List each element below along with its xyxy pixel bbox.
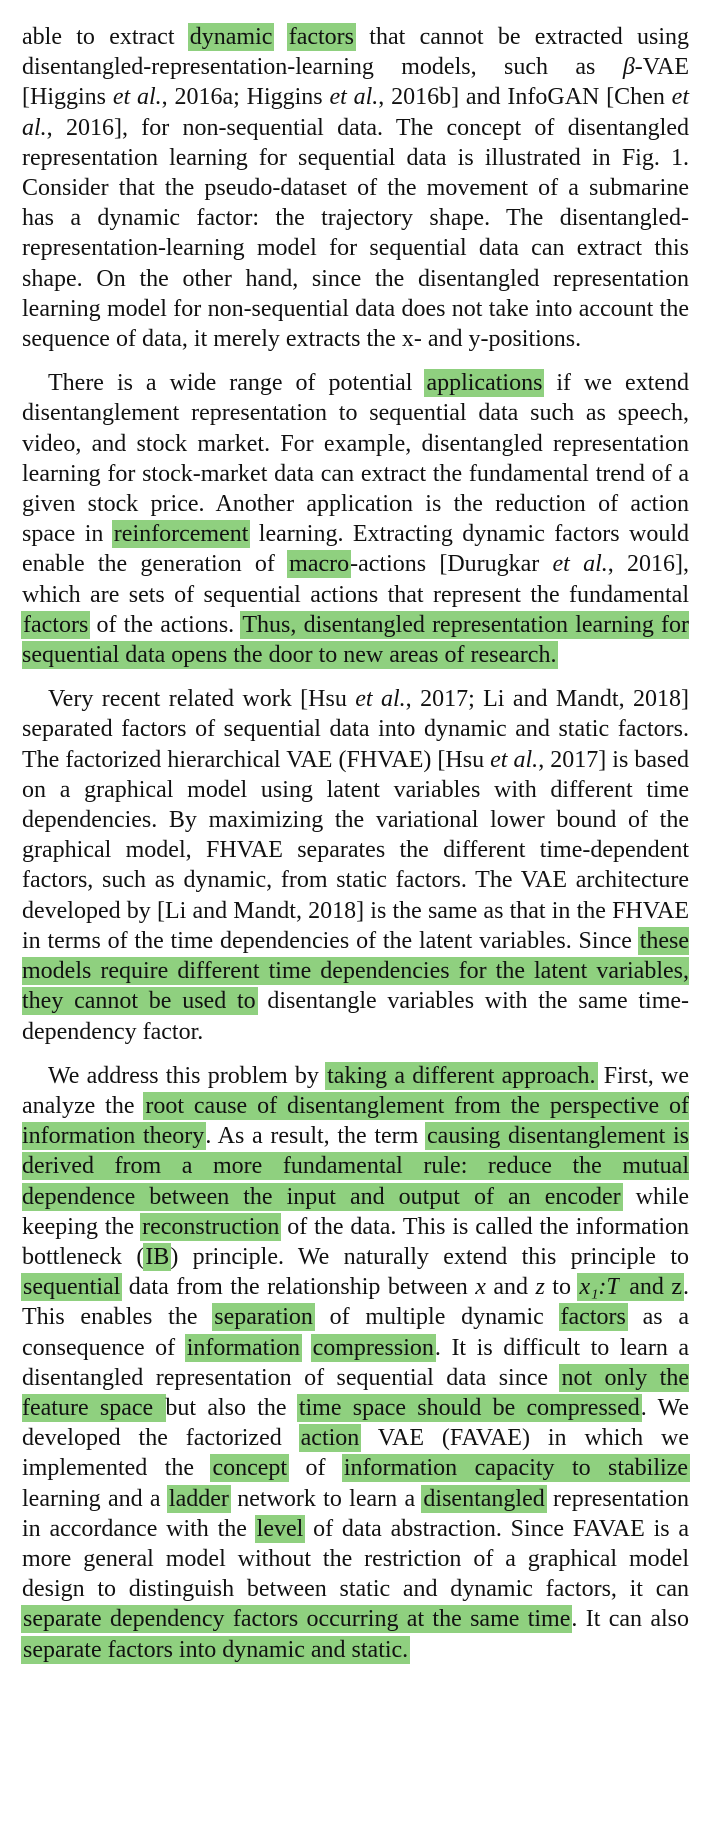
text-run: of bbox=[288, 1455, 343, 1482]
highlighted-text: not only the feature space bbox=[22, 1364, 689, 1421]
text-run: , 2017] is based on a graphical model using latent variables with different time dependencies. By maximizing the variational lower bound of the graphical model, FHVAE separates the different time-dependent factors, such as dynamic, from static factors. The VAE architecture developed by [Li and Mandt, 2018] is the same as that in the FHVAE in terms of the time dependencies of the latent variables. Since bbox=[22, 746, 689, 954]
text-run: that cannot be extracted using disentangled-representation-learning models, such as bbox=[22, 24, 689, 81]
highlighted-text: factors bbox=[288, 24, 355, 50]
italic-text: et al. bbox=[22, 84, 689, 141]
highlighted-text: sequential bbox=[23, 1274, 121, 1301]
text-run: , 2016b] and InfoGAN [Chen bbox=[378, 84, 672, 111]
italic-text: et al. bbox=[112, 84, 162, 111]
text-run: We address this problem by bbox=[48, 1062, 327, 1089]
text-run: of the data. This is called the information bottleneck ( bbox=[22, 1213, 690, 1270]
text-run: and bbox=[485, 1274, 536, 1301]
text-run: VAE (FAVAE) in which we implemented the bbox=[22, 1425, 690, 1482]
italic-text: et al. bbox=[552, 551, 608, 578]
highlighted-text: level bbox=[256, 1515, 304, 1542]
highlighted-text: macro bbox=[289, 551, 350, 578]
paragraph-2 bbox=[22, 368, 689, 670]
highlighted-text: IB bbox=[145, 1243, 170, 1270]
highlighted-text: factors bbox=[23, 611, 89, 638]
text-run bbox=[301, 1335, 312, 1361]
text-run: . We developed the factorized bbox=[22, 1394, 689, 1452]
highlighted-text: time space should be compressed bbox=[298, 1394, 640, 1421]
text-run: able to extract bbox=[22, 24, 189, 50]
text-run: to bbox=[544, 1274, 579, 1301]
text-run: First, we analyze the bbox=[22, 1062, 690, 1119]
highlighted-text: concept bbox=[212, 1455, 288, 1482]
text-run: disentangle variables with the same time-dependency factor. bbox=[22, 988, 690, 1045]
highlighted-text: separate factors into dynamic and static. bbox=[23, 1636, 409, 1663]
text-run: of data abstraction. Since FAVAE is a more general model without the restriction of a graphical model design to distinguish between static and dynamic factors, it can bbox=[22, 1515, 690, 1603]
text-run: while keeping the bbox=[22, 1183, 689, 1240]
highlighted-text: causing disentanglement is derived from a more fundamental rule: reduce the mutual dependence between the input and output of an encoder bbox=[22, 1123, 690, 1210]
text-run: data from the relationship between bbox=[121, 1274, 476, 1301]
text-run: , 2016], for non-sequential data. The concept of disentangled representation learning for sequential data is illustrated in Fig. 1. Consider that the pseudo-dataset of the movement of a submarine has a dynamic factor: the trajectory shape. The disentangled-representation-learning model for sequential data can extract this shape. On the other hand, since the disentangled representation learning model for non-sequential data does not take into account the sequence of data, it merely extracts the x- and y-positions. bbox=[22, 114, 689, 353]
text-run: learning and a bbox=[22, 1485, 168, 1512]
highlighted-text: and z bbox=[621, 1274, 682, 1301]
highlighted-text: applications bbox=[426, 370, 543, 397]
italic-text: β bbox=[622, 54, 635, 81]
highlighted-text: dynamic bbox=[189, 24, 273, 50]
paragraph-3 bbox=[22, 684, 689, 1046]
italic-text: et al. bbox=[355, 686, 406, 713]
italic-text: x bbox=[475, 1274, 486, 1301]
highlighted-text: information bbox=[186, 1334, 301, 1361]
text-run: , 2017; Li and Mandt, 2018] separated factors of sequential data into dynamic and static factors. The factorized hierarchical VAE (FHVAE) [Hsu bbox=[22, 686, 689, 773]
highlighted-text: ladder bbox=[168, 1485, 229, 1512]
highlighted-text: taking a different approach. bbox=[327, 1062, 596, 1089]
paragraph-4 bbox=[22, 1061, 689, 1665]
highlighted-text: separate dependency factors occurring at the same time bbox=[23, 1606, 571, 1633]
highlighted-text: separation bbox=[214, 1304, 313, 1331]
text-run: of the actions. bbox=[89, 611, 242, 638]
highlighted-text: information capacity to stabilize bbox=[343, 1455, 688, 1482]
italic-text: et al. bbox=[490, 746, 539, 773]
text-run: , 2016], which are sets of sequential actions that represent the fundamental bbox=[22, 551, 689, 608]
text-run: ) principle. We naturally extend this principle to bbox=[170, 1243, 689, 1270]
highlighted-text: reinforcement bbox=[113, 521, 249, 548]
text-run: . It is difficult to learn a disentangled representation of sequential data since bbox=[22, 1334, 690, 1391]
text-run: Very recent related work [Hsu bbox=[48, 686, 356, 713]
highlighted-text: root cause of disentanglement from the perspective of information theory bbox=[22, 1092, 689, 1150]
text-run: There is a wide range of potential bbox=[48, 370, 426, 397]
highlighted-text: these models require different time dependencies for the latent variables, they cannot be used to bbox=[22, 927, 689, 1015]
highlighted-text: factors bbox=[560, 1304, 626, 1331]
text-run: representation in accordance with the bbox=[22, 1485, 689, 1542]
highlighted-text: reconstruction bbox=[142, 1213, 280, 1240]
highlighted-text: disentangled bbox=[423, 1485, 545, 1512]
text-run: . This enables the bbox=[22, 1274, 689, 1331]
text-run: if we extend disentanglement representation to sequential data such as speech, video, and stock market. For example, disentangled representation learning for stock-market data can extract the fundamental trend of a given stock price. Another application is the reduction of action space in bbox=[22, 370, 689, 548]
paragraph-1 bbox=[22, 22, 689, 354]
text-run: of multiple dynamic bbox=[313, 1304, 560, 1331]
italic-text: z bbox=[535, 1274, 545, 1301]
text-run: -actions [Durugkar bbox=[350, 551, 553, 578]
text-run: as a consequence of bbox=[22, 1304, 689, 1361]
text-run bbox=[273, 24, 287, 50]
highlighted-text: compression bbox=[312, 1334, 434, 1361]
italic-text: et al. bbox=[329, 84, 379, 111]
text-run: -VAE [Higgins bbox=[22, 54, 689, 111]
highlighted-text: x₁:T bbox=[579, 1274, 620, 1301]
text-run: network to learn a bbox=[229, 1485, 423, 1512]
text-run: but also the bbox=[165, 1394, 298, 1421]
text-run: . As a result, the term bbox=[205, 1123, 427, 1150]
highlighted-text: Thus, disentangled representation learning for sequential data opens the door to new areas of research. bbox=[22, 611, 690, 669]
text-run: learning. Extracting dynamic factors would enable the generation of bbox=[22, 521, 689, 578]
text-run: , 2016a; Higgins bbox=[161, 84, 330, 111]
text-run: . It can also bbox=[571, 1606, 689, 1633]
highlighted-text: action bbox=[300, 1425, 360, 1452]
